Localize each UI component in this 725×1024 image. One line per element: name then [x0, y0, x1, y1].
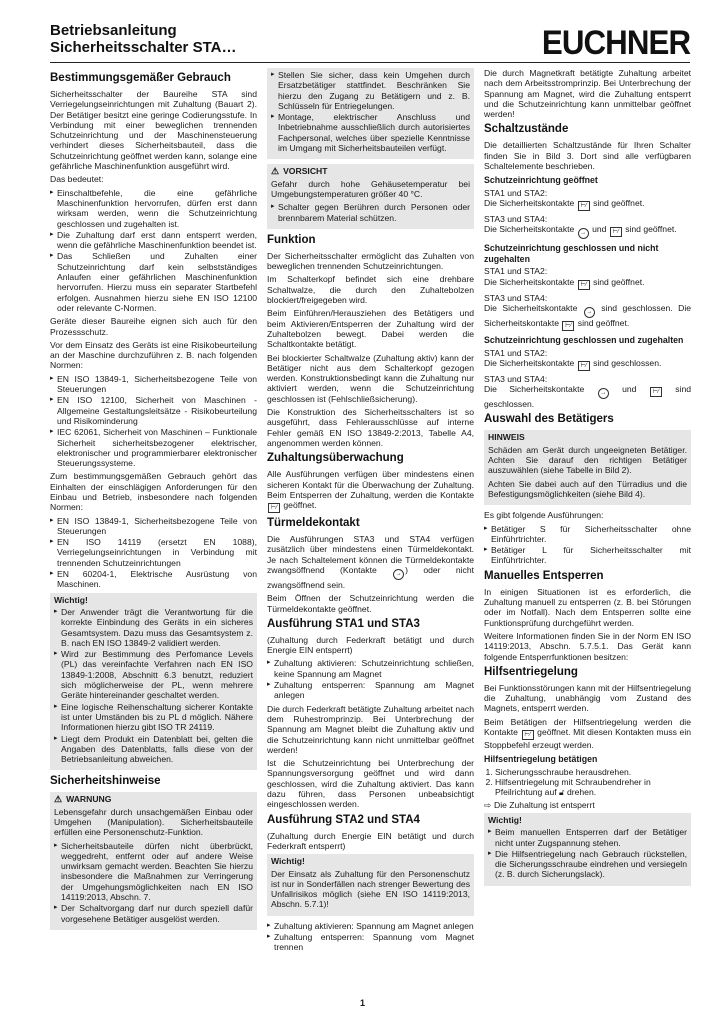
bullet-list [267, 658, 474, 700]
paragraph: Die Sicherheitskontakte → sind geschlossen. Die Sicherheitskontakte ⊢⁄ sind geöffnet. [484, 303, 692, 330]
contact-symbol-icon: ⊢⁄ [562, 321, 574, 331]
list-item: ▸ Der Anwender trägt die Verantwortung für die korrekte Einbindung des Geräts in ein sicheres Gesamtsystem. Dazu muss das Gesamtsystem z. B. nach EN ISO 13849-2 validiert werden. [54, 607, 253, 648]
paragraph: Es gibt folgende Ausführungen: [484, 510, 604, 521]
bullet-list [271, 70, 470, 153]
positive-opening-symbol-icon: → [578, 228, 589, 239]
list-item: ▸ Betätiger L für Sicherheitsschalter mit Einführtrichter. [484, 545, 691, 566]
list-item: ▸ Schalter gegen Berühren durch Personen oder brennbarem Material schützen. [271, 202, 470, 223]
list-item: ▸ Zuhaltung entsperren: Spannung am Magnet anlegen [267, 680, 474, 701]
state-label: STA3 und STA4: [484, 373, 548, 384]
paragraph: Die detaillierten Schaltzustände für Ihren Schalter finden Sie in Bild 3. Dort sind alle verfügbaren Schaltelemente beschrieben. [484, 140, 691, 172]
contact-symbol-icon: ⊢⁄ [578, 280, 590, 290]
paragraph: Sicherheitsschalter der Baureihe STA sind Verriegelungseinrichtungen mit Zuhaltung (Bauart 2). Der Betätiger besitzt eine geringe Codierungsstufe. In Verbindung mit einer beweglichen trennenden Schutzeinrichtung und der Maschinensteuerung verhindert dieses Sicherheitsbauteil, dass die Schutzeinrichtung geöffnet werden kann, solange eine gefährliche Maschinenfunktion ausgeführt wird. [50, 89, 257, 172]
subheading-geschlossen-nicht-zugehalten: Schutzeinrichtung geschlossen und nicht zugehalten [484, 243, 659, 264]
list-item: ▸ EN ISO 14119 (ersetzt EN 1088), Verriegelungseinrichtungen in Verbindung mit trennenden Schutzeinrichtungen [50, 537, 257, 568]
bullet-list [484, 524, 691, 566]
contact-symbol-icon: ⊢⁄ [650, 387, 662, 397]
bullet-list [488, 827, 687, 879]
paragraph: Achten Sie dabei auch auf den Türradius und die Befestigungsmöglichkeiten (siehe Bild 4). [488, 478, 687, 499]
bullet-list [50, 374, 257, 469]
state-label: STA1 und STA2: [484, 266, 548, 277]
list-item: ▸ Die Zuhaltung darf erst dann entsperrt werden, wenn die gefährliche Maschinenfunktion beendet ist. [50, 230, 257, 251]
state-label: STA1 und STA2: [484, 347, 548, 358]
warning-triangle-icon: ⚠ [54, 794, 63, 805]
list-item: ▸ Stellen Sie sicher, dass kein Umgehen durch Ersatzbetätiger stattfindet. Beschränken Sie hierzu den Zugang zu Betätigern und z. B. Schlüsseln für Entriegelungen. [271, 70, 470, 111]
paragraph: Beim Einführen/Herausziehen des Betätigers und beim Aktivieren/Entsperren der Zuhaltung wird der Zuhaltebolzen bewegt. Dabei werden die Schaltkontakte betätigt. [267, 308, 474, 350]
caution-title: VORSICHT [283, 166, 328, 177]
euchner-logo: EUCHNER [541, 24, 690, 62]
paragraph: Geräte dieser Baureihe eignen sich auch für den Prozessschutz. [50, 316, 257, 337]
paragraph: Das bedeutet: [50, 174, 104, 185]
paragraph: Die Sicherheitskontakte ⊢⁄ sind geöffnet. [484, 276, 645, 288]
bullet-list [271, 202, 470, 223]
list-item: ▸ EN ISO 12100, Sicherheit von Maschinen - Allgemeine Gestaltungsleitsätze - Risikobeurteilung und Risikominderung [50, 395, 257, 426]
notice-title: HINWEIS [488, 432, 525, 443]
paragraph: Die Sicherheitskontakte → und ⊢⁄ sind geschlossen. [484, 384, 692, 410]
state-label: STA1 und STA2: [484, 187, 548, 198]
contact-symbol-icon: ⊢⁄ [578, 201, 590, 211]
important-box [484, 813, 691, 886]
column-1 [50, 68, 257, 935]
list-item: ▸ Das Schließen und Zuhalten einer Schutzeinrichtung darf kein selbstständiges Anlaufen einer gefährlichen Maschinenfunktion hervorrufen. Hierzu muss ein separater Startbefehl erfolgen. Ausnahmen hierzu siehe EN ISO 12100 oder relevante C-Normen. [50, 251, 257, 313]
paragraph: Im Schalterkopf befindet sich eine drehbare Schaltwalze, die durch den Zuhaltebolzen blockiert/freigegeben wird. [267, 274, 474, 306]
paragraph: Die Sicherheitskontakte ⊢⁄ sind geöffnet. [484, 198, 645, 210]
numbered-list [484, 767, 691, 798]
heading-tuermeldekontakt: Türmeldekontakt [267, 517, 360, 530]
positive-opening-symbol-icon: → [598, 388, 609, 399]
warning-title: WARNUNG [66, 794, 112, 805]
warning-box [50, 792, 257, 930]
paragraph: Gefahr durch hohe Gehäusetemperatur bei Umgebungstemperaturen größer 40 °C. [271, 178, 470, 199]
list-item: ▸ IEC 62061, Sicherheit von Maschinen – Funktionale Sicherheit sicherheitsbezogener elektrischer, elektronischer und programmierbarer elektronischer Steuerungssysteme. [50, 427, 257, 468]
paragraph: Weitere Informationen finden Sie in der Norm EN ISO 14119:2013, Abschn. 5.7.5.1. Das Gerät kann folgende Entsperrfunktionen besitzen: [484, 630, 691, 662]
list-item: ▸ Sicherheitsbauteile dürfen nicht überbrückt, weggedreht, entfernt oder auf andere Weise unwirksam gemacht werden. Beachten Sie hierzu insbesondere die Maßnahmen zur Verringerung der Umgehungsmöglichkeiten nach EN ISO 14119:2013, Abschn. 7. [54, 841, 253, 903]
paragraph: Der Einsatz als Zuhaltung für den Personenschutz ist nur in Sonderfällen nach strenger Bewertung des Unfallrisikos möglich (siehe EN ISO 14119:2013, Abschn. 5.7.1)! [271, 868, 470, 910]
paragraph: Der Sicherheitsschalter ermöglicht das Zuhalten von beweglichen trennenden Schutzeinrichtungen. [267, 250, 474, 272]
result-line: ⇨ Die Zuhaltung ist entsperrt [484, 800, 691, 810]
subtitle: (Zuhaltung durch Energie EIN betätigt und durch Federkraft entsperrt) [267, 830, 474, 851]
document-title: Betriebsanleitung Sicherheitsschalter STA… [50, 22, 237, 56]
contact-symbol-icon: ⊢⁄ [268, 503, 280, 513]
paragraph: In einigen Situationen ist es erforderlich, die Zuhaltung manuell zu entsperren (z. B. bei Störungen oder im Notfall). Nach dem Entsperren sollte eine Funktionsprüfung durchgeführt werden. [484, 586, 691, 628]
paragraph: Lebensgefahr durch unsachgemäßen Einbau oder Umgehen (Manipulation). Sicherheitsbauteile erfüllen eine Personenschutz-Funktion. [54, 806, 253, 838]
column-3 [484, 68, 691, 891]
paragraph: Bei Funktionsstörungen kann mit der Hilfsentriegelung die Zuhaltung, unabhängig vom Zustand des Magnets, entsperrt werden. [484, 682, 691, 714]
paragraph: Ist die Schutzeinrichtung bei Unterbrechung der Spannungsversorgung geöffnet und wird dann geschlossen, wird die Zuhaltung aktiviert. Das kann dazu führen, dass Personen unbeabsichtigt eingeschlossen werden. [267, 758, 474, 810]
important-title: Wichtig! [54, 594, 88, 605]
heading-zuhaltungsueberwachung: Zuhaltungsüberwachung [267, 452, 404, 465]
heading-manuelles-entsperren: Manuelles Entsperren [484, 569, 604, 582]
bullet-list [50, 516, 257, 590]
paragraph: Zum bestimmungsgemäßen Gebrauch gehört das Einhalten der einschlägigen Anforderungen für den Einbau und Betrieb, insbesondere nach folgenden Normen: [50, 471, 257, 513]
list-item: ▸ Die Hilfsentriegelung nach Gebrauch rückstellen, die Sicherungsschraube eindrehen und versiegeln (z. B. durch Sicherungslack). [488, 849, 687, 880]
list-item: ▸ Beim manuellen Entsperren darf der Betätiger nicht unter Zugspannung stehen. [488, 827, 687, 848]
list-item: ▸ EN 60204-1, Elektrische Ausrüstung von Maschinen. [50, 569, 257, 590]
heading-auswahl-betaetiger: Auswahl des Betätigers [484, 413, 614, 426]
subtitle: (Zuhaltung durch Federkraft betätigt und durch Energie EIN entsperrt) [267, 634, 474, 656]
bullet-list [50, 188, 257, 314]
important-box [267, 854, 474, 915]
paragraph: Die durch Federkraft betätigte Zuhaltung arbeitet nach dem Ruhestromprinzip. Bei Unterbrechung der Spannung am Magnet bleibt die Zuhaltung aktiv und die Schutzeinrichtung kann nicht unmittelbar geöffnet werden! [267, 703, 474, 755]
heading-ausfuehrung-sta1-sta3: Ausführung STA1 und STA3 [267, 617, 420, 630]
paragraph: Beim Betätigen der Hilfsentriegelung werden die Kontakte ⊢⁄ geöffnet. Mit diesen Kontakten muss ein Stoppbefehl erzeugt werden. [484, 716, 692, 750]
list-item: ▸ Wird zur Bestimmung des Perfomance Levels (PL) das vereinfachte Verfahren nach EN ISO 13849-1:2008, Abschnitt 6.3 benutzt, reduziert sich möglicherweise der PL, wenn mehrere Geräte hintereinander geschaltet werden. [54, 649, 253, 700]
heading-funktion: Funktion [267, 233, 316, 246]
state-label: STA3 und STA4: [484, 292, 548, 303]
paragraph: Die Ausführungen STA3 und STA4 verfügen zusätzlich über mindestens einen Türmeldekontakt. Je nach Schaltelement können die Türmeldekontakte zwangsöffnend (Kontakte → ) oder nicht zwangsöffnend sein. [267, 534, 475, 590]
subheading-hilfsentriegelung-betaetigen: Hilfsentriegelung betätigen [484, 754, 598, 765]
list-item: ▸ Montage, elektrischer Anschluss und Inbetriebnahme ausschließlich durch autorisiertes Fachpersonal, welches über spezielle Kenntnisse im Umgang mit Sicherheitsbauteilen verfügt. [271, 112, 470, 153]
list-item: ▸ Eine logische Reihenschaltung sicherer Kontakte ist unter Umständen bis zu PL d möglich. Nähere Informationen hierzu gibt ISO TR 24119. [54, 702, 253, 733]
bullet-list [54, 607, 253, 764]
contact-symbol-icon: ⊢⁄ [522, 730, 534, 740]
bullet-list [54, 841, 253, 924]
paragraph: Die Konstruktion des Sicherheitsschalters ist so ausgeführt, dass Fehlerausschlüsse auf interne Fehler gemäß EN ISO 13849-2:2013, Tabelle A4, angenommen werden können. [267, 407, 474, 448]
heading-hilfsentriegelung: Hilfsentriegelung [484, 665, 578, 678]
list-item: ▸ Betätiger S für Sicherheitsschalter ohne Einführtrichter. [484, 524, 691, 545]
paragraph: Bei blockierter Schaltwalze (Zuhaltung aktiv) kann der Betätiger nicht aus dem Schalterkopf gezogen werden. Konstruktionsbedingt kann die Zuhaltung nur aktiviert werden, wenn die Schutzeinrichtung geschlossen ist (Fehlschließsicherung). [267, 352, 474, 404]
column-2 [267, 68, 474, 956]
paragraph: Vor dem Einsatz des Geräts ist eine Risikobeurteilung an der Maschine durchzuführen z. B. nach folgenden Normen: [50, 339, 257, 371]
paragraph: Beim Öffnen der Schutzeinrichtung werden die Türmeldekontakte geöffnet. [267, 593, 474, 614]
caution-box [267, 164, 474, 228]
heading-ausfuehrung-sta2-sta4: Ausführung STA2 und STA4 [267, 813, 420, 826]
notice-box [484, 430, 691, 505]
warning-box-continued [267, 68, 474, 159]
important-title: Wichtig! [488, 814, 522, 825]
subheading-geoeffnet: Schutzeinrichtung geöffnet [484, 175, 598, 186]
contact-symbol-icon: ⊢⁄ [610, 227, 622, 237]
page-number: 1 [359, 998, 365, 1008]
paragraph: Schäden am Gerät durch ungeeigneten Betätiger. Achten Sie darauf den richtigen Betätiger auszuwählen (siehe Tabelle in Bild 2). [488, 444, 687, 476]
bullet-list [267, 921, 474, 953]
list-item: ▸ Zuhaltung aktivieren: Schutzeinrichtung schließen, keine Spannung am Magnet [267, 658, 474, 679]
list-item: ▸ Der Schaltvorgang darf nur durch speziell dafür vorgesehene Betätiger ausgelöst werden. [54, 903, 253, 924]
important-box [50, 593, 257, 771]
list-item: ▸ EN ISO 13849-1, Sicherheitsbezogene Teile von Steuerungen [50, 516, 257, 537]
paragraph: Die Sicherheitskontakte → und ⊢⁄ sind geöffnet. [484, 224, 691, 239]
paragraph: Die durch Magnetkraft betätigte Zuhaltung arbeitet nach dem Arbeitsstromprinzip. Bei Unterbrechung der Spannung am Magnet, wird die Zuhaltung entsperrt und die Schutzeinrichtung kann unmittelbar geöffnet werden! [484, 68, 691, 120]
unlock-symbol-icon: 🔓︎ [559, 787, 565, 798]
list-item: ▸ Zuhaltung entsperren: Spannung vom Magnet trennen [267, 932, 474, 953]
paragraph: Die Sicherheitskontakte ⊢⁄ sind geschlossen. [484, 357, 662, 369]
page-header [50, 22, 690, 63]
list-item: 1. Sicherungsschraube herausdrehen. [495, 767, 691, 777]
list-item: ▸ Einschaltbefehle, die eine gefährliche Maschinenfunktion hervorrufen, dürfen erst dann wirksam werden, wenn die Schutzeinrichtung geschlossen und zugehalten ist. [50, 188, 257, 229]
paragraph: Alle Ausführungen verfügen über mindestens einen sicheren Kontakt für die Überwachung der Zuhaltung. Beim Entsperren der Zuhaltung, werden die Kontakte ⊢⁄ geöffnet. [267, 469, 474, 512]
positive-opening-symbol-icon: → [584, 307, 595, 318]
contact-symbol-icon: ⊢⁄ [578, 361, 590, 371]
state-label: STA3 und STA4: [484, 214, 548, 225]
list-item: ▸ EN ISO 13849-1, Sicherheitsbezogene Teile von Steuerungen [50, 374, 257, 395]
list-item: ▸ Zuhaltung aktivieren: Spannung am Magnet anlegen [267, 921, 474, 931]
important-title: Wichtig! [271, 856, 305, 867]
heading-bestimmungsgemaesser-gebrauch: Bestimmungsgemäßer Gebrauch [50, 72, 231, 84]
positive-opening-symbol-icon: → [393, 569, 404, 580]
heading-sicherheitshinweise: Sicherheitshinweise [50, 775, 161, 788]
caution-triangle-icon: ⚠ [271, 166, 280, 177]
heading-schaltzustaende: Schaltzustände [484, 123, 569, 136]
list-item: ▸ Liegt dem Produkt ein Datenblatt bei, gelten die Angaben des Datenblatts, falls diese von der Betriebsanleitung abweichen. [54, 734, 253, 765]
subheading-geschlossen-zugehalten: Schutzeinrichtung geschlossen und zugehalten [484, 335, 684, 346]
list-item: 2. Hilfsentriegelung mit Schraubendreher in Pfeilrichtung auf 🔓︎ drehen. [495, 777, 691, 798]
